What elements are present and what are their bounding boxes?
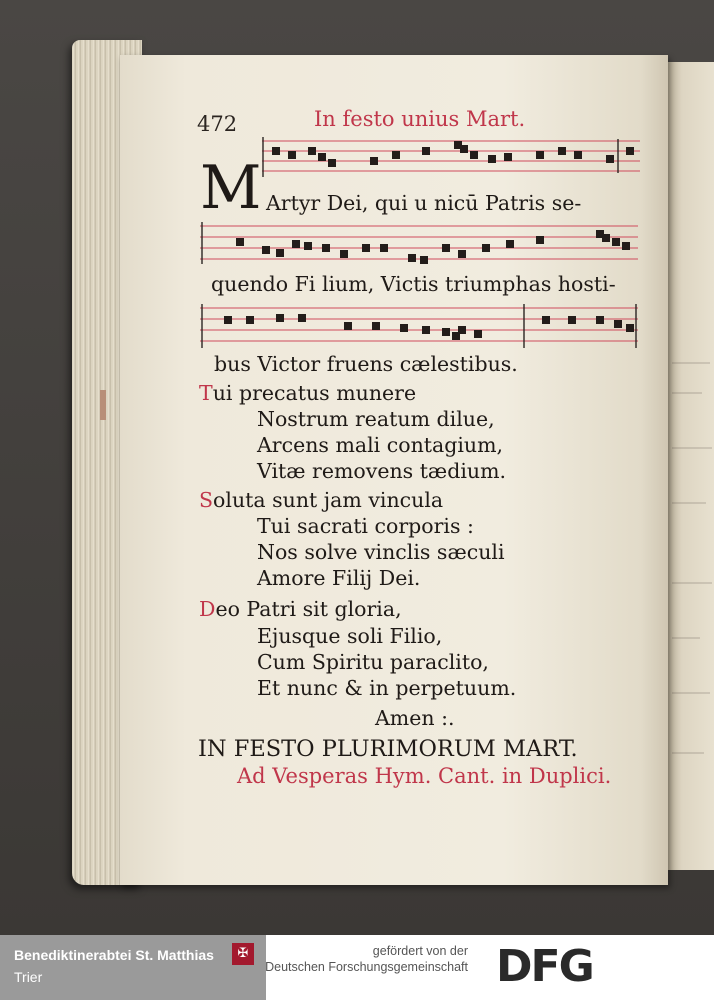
neume-note — [442, 328, 450, 336]
neume-note — [612, 238, 620, 246]
neume-note — [536, 151, 544, 159]
page-tab-marker — [100, 390, 106, 420]
neume-note — [322, 244, 330, 252]
stanza-initial: S — [199, 488, 214, 512]
stanza-2-line-2: Tui sacrati corporis : — [257, 514, 474, 538]
neume-note — [340, 250, 348, 258]
stanza-2-line-3: Nos solve vinclis sæculi — [257, 540, 505, 564]
stanza-1-line-4: Vitæ removens tædium. — [257, 459, 507, 483]
neume-note — [372, 322, 380, 330]
neume-note — [272, 147, 280, 155]
stanza-3-line-1: Deo Patri sit gloria, — [199, 597, 402, 621]
neume-note — [458, 250, 466, 258]
neume-note — [276, 314, 284, 322]
stanza-3-line-2: Ejusque soli Filio, — [257, 624, 443, 648]
chant-initial: M — [200, 153, 262, 223]
stanza-initial: D — [199, 597, 216, 621]
neume-note — [408, 254, 416, 262]
running-head: In festo unius Mart. — [314, 107, 526, 131]
neume-note — [558, 147, 566, 155]
neume-note — [504, 153, 512, 161]
page-number: 472 — [197, 112, 238, 136]
funding-note — [108, 943, 468, 975]
neume-note — [420, 256, 428, 264]
chant-text-line-3: bus Victor fruens cælestibus. — [214, 352, 518, 376]
neume-note — [442, 244, 450, 252]
neume-note — [596, 316, 604, 324]
institution-city: Trier — [14, 969, 43, 985]
neume-note — [380, 244, 388, 252]
chant-text-line-2: quendo Fi lium, Victis triumphas hosti- — [211, 272, 616, 296]
neume-note — [626, 324, 634, 332]
neume-note — [236, 238, 244, 246]
neume-note — [328, 159, 336, 167]
neume-note — [362, 244, 370, 252]
neume-note — [262, 246, 270, 254]
abbey-logo-icon: ✠ — [232, 943, 254, 965]
music-staff-3 — [200, 300, 638, 352]
neume-note — [574, 151, 582, 159]
funding-line-1: gefördert von der — [372, 944, 468, 958]
neume-note — [482, 244, 490, 252]
institution-name: Benediktinerabtei St. Matthias — [14, 947, 214, 963]
dfg-logo[interactable]: DFG — [496, 941, 593, 992]
neume-note — [292, 240, 300, 248]
stanza-1-line-3: Arcens mali contagium, — [257, 433, 504, 457]
neume-note — [568, 316, 576, 324]
neume-note — [308, 147, 316, 155]
neume-note — [488, 155, 496, 163]
neume-note — [542, 316, 550, 324]
neume-note — [422, 326, 430, 334]
neume-note — [506, 240, 514, 248]
stanza-2-line-4: Amore Filij Dei. — [257, 566, 421, 590]
neume-note — [626, 147, 634, 155]
neume-note — [606, 155, 614, 163]
music-staff-1 — [262, 133, 640, 181]
stanza-initial: T — [199, 381, 213, 405]
stanza-3-line-3: Cum Spiritu paraclito, — [257, 650, 489, 674]
neume-note — [470, 151, 478, 159]
neume-note — [288, 151, 296, 159]
funding-line-2: Deutschen Forschungsgemeinschaft — [265, 960, 468, 974]
neume-note — [318, 153, 326, 161]
neume-note — [614, 320, 622, 328]
stanza-3-line-4: Et nunc & in perpetuum. — [257, 676, 517, 700]
neume-note — [304, 242, 312, 250]
neume-note — [246, 316, 254, 324]
neume-note — [536, 236, 544, 244]
neume-note — [458, 326, 466, 334]
neume-note — [460, 145, 468, 153]
stanza-1-line-1: Tui precatus munere — [199, 381, 417, 405]
neume-note — [224, 316, 232, 324]
music-staff-2 — [200, 218, 638, 268]
stanza-1-line-2: Nostrum reatum dilue, — [257, 407, 495, 431]
neume-note — [622, 242, 630, 250]
neume-note — [298, 314, 306, 322]
chant-text-line-1: Artyr Dei, qui u nicū Patris se- — [266, 191, 582, 215]
footer-bar — [0, 935, 714, 1000]
section-heading: IN FESTO PLURIMORUM MART. — [198, 736, 578, 762]
neume-note — [474, 330, 482, 338]
neume-note — [370, 157, 378, 165]
amen: Amen :. — [375, 706, 455, 730]
stanza-2-line-1: Soluta sunt jam vincula — [199, 488, 444, 512]
neume-note — [602, 234, 610, 242]
section-subheading: Ad Vesperas Hym. Cant. in Duplici. — [237, 764, 612, 788]
neume-note — [344, 322, 352, 330]
facing-page — [668, 62, 714, 870]
neume-note — [392, 151, 400, 159]
neume-note — [400, 324, 408, 332]
neume-note — [276, 249, 284, 257]
neume-note — [422, 147, 430, 155]
